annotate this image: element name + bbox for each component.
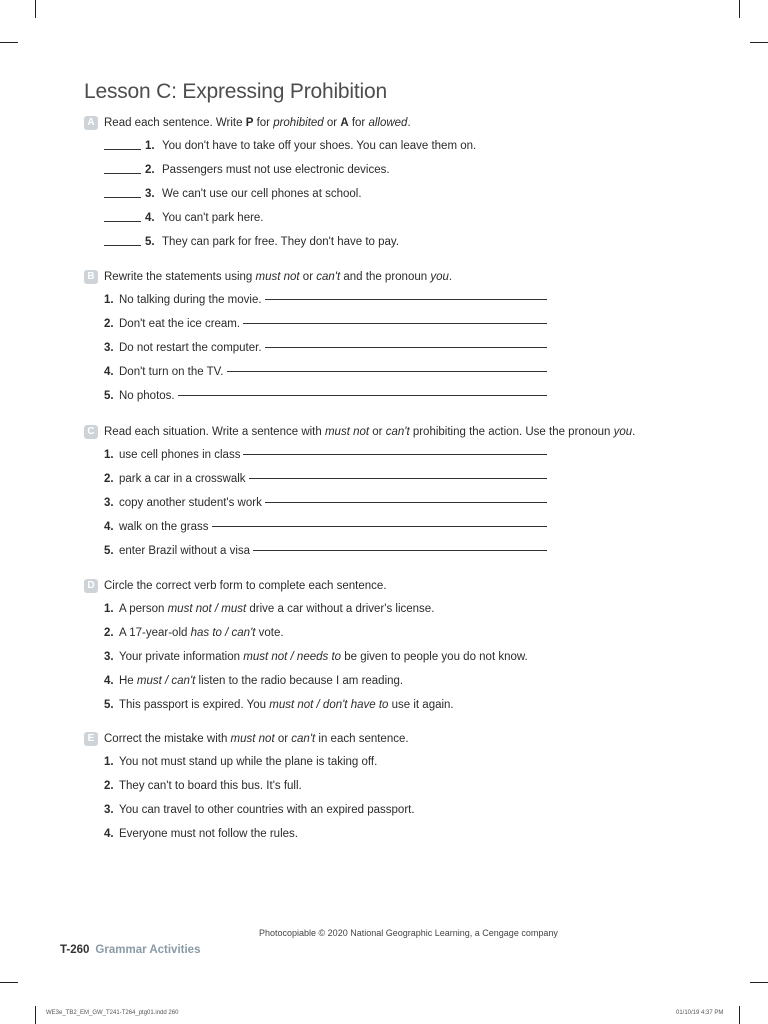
verb-options[interactable]: must / can't — [136, 675, 196, 687]
list-item: 1. You don't have to take off your shoes. You can leave them on. — [84, 134, 564, 158]
section-badge: E — [84, 732, 98, 746]
answer-blank[interactable] — [104, 197, 141, 198]
verb-options[interactable]: must not / don't have to — [269, 699, 389, 711]
section-badge: B — [84, 270, 98, 284]
answer-line[interactable] — [212, 526, 548, 527]
page-title: Lesson C: Expressing Prohibition — [84, 80, 387, 103]
list-item: 2. park a car in a crosswalk — [84, 467, 564, 491]
list-item: 5. They can park for free. They don't have to pay. — [84, 230, 564, 254]
answer-blank[interactable] — [104, 245, 141, 246]
section-d-header — [84, 577, 564, 595]
list-item: 4. You can't park here. — [84, 206, 564, 230]
list-item: 2. Passengers must not use electronic devices. — [84, 158, 564, 182]
answer-line[interactable] — [265, 299, 547, 300]
answer-line[interactable] — [265, 347, 547, 348]
section-c-instruction: Read each situation. Write a sentence with must not or can't prohibiting the action. Use the pronoun you. — [104, 426, 636, 438]
section-e-instruction: Correct the mistake with must not or can't in each sentence. — [104, 733, 409, 745]
page-number: T-260 — [60, 944, 90, 956]
section-badge: A — [84, 116, 98, 130]
slug-file: WE3e_TB2_EM_GW_T241-T264_ptg01.indd 260 — [46, 1010, 179, 1016]
answer-line[interactable] — [265, 502, 547, 503]
list-item: 3. You can travel to other countries with an expired passport. — [104, 804, 415, 816]
answer-line[interactable] — [249, 478, 547, 479]
slug-datetime: 01/10/19 4:37 PM — [676, 1010, 724, 1016]
section-b-instruction: Rewrite the statements using must not or can't and the pronoun you. — [104, 271, 453, 283]
answer-blank[interactable] — [104, 173, 141, 174]
list-item: 2. Don't eat the ice cream. — [84, 312, 564, 336]
list-item: 3. Do not restart the computer. — [84, 336, 564, 360]
list-item: 1. A person must not / must drive a car without a driver's license. — [104, 603, 435, 615]
copyright-notice: Photocopiable © 2020 National Geographic Learning, a Cengage company — [259, 928, 558, 938]
list-item: 3. We can't use our cell phones at school. — [84, 182, 564, 206]
list-item: 1. No talking during the movie. — [84, 288, 564, 312]
verb-options[interactable]: must not / needs to — [243, 651, 342, 663]
crop-mark — [750, 42, 768, 43]
list-item: 1. use cell phones in class — [84, 443, 564, 467]
section-a-instruction: Read each sentence. Write P for prohibited or A for allowed. — [104, 117, 411, 129]
section-badge: C — [84, 425, 98, 439]
verb-options[interactable]: has to / can't — [190, 627, 256, 639]
answer-line[interactable] — [253, 550, 547, 551]
list-item: 2. They can't to board this bus. It's full. — [104, 780, 302, 792]
crop-mark — [0, 982, 18, 983]
section-b — [84, 268, 564, 408]
list-item: 4. Don't turn on the TV. — [84, 360, 564, 384]
answer-line[interactable] — [227, 371, 548, 372]
crop-mark — [35, 1006, 36, 1024]
section-a — [84, 114, 564, 254]
section-c — [84, 423, 636, 563]
crop-mark — [739, 0, 740, 18]
answer-line[interactable] — [243, 323, 547, 324]
list-item: 1. You not must stand up while the plane is taking off. — [104, 756, 378, 768]
list-item: 4. Everyone must not follow the rules. — [104, 828, 298, 840]
section-b-header — [84, 268, 564, 286]
list-item: 4. He must / can't listen to the radio because I am reading. — [104, 675, 404, 687]
list-item: 3. Your private information must not / needs to be given to people you do not know. — [104, 651, 528, 663]
verb-options[interactable]: must not / must — [167, 603, 247, 615]
section-e — [84, 730, 564, 846]
crop-mark — [739, 1006, 740, 1024]
section-c-header — [84, 423, 636, 441]
crop-mark — [35, 0, 36, 18]
section-a-header — [84, 114, 564, 132]
section-e-header — [84, 730, 564, 748]
list-item: 2. A 17-year-old has to / can't vote. — [104, 627, 284, 639]
section-d-instruction: Circle the correct verb form to complete each sentence. — [104, 580, 387, 592]
list-item: 5. No photos. — [84, 384, 564, 408]
crop-mark — [0, 42, 18, 43]
section-badge: D — [84, 579, 98, 593]
answer-blank[interactable] — [104, 221, 141, 222]
section-name: Grammar Activities — [95, 944, 201, 956]
section-d — [84, 577, 564, 717]
answer-blank[interactable] — [104, 149, 141, 150]
crop-mark — [750, 982, 768, 983]
list-item: 3. copy another student's work — [84, 491, 564, 515]
list-item: 4. walk on the grass — [84, 515, 564, 539]
page-folio — [60, 944, 200, 956]
answer-line[interactable] — [243, 454, 547, 455]
list-item: 5. enter Brazil without a visa — [84, 539, 564, 563]
answer-line[interactable] — [178, 395, 547, 396]
list-item: 5. This passport is expired. You must not / don't have to use it again. — [104, 699, 454, 711]
